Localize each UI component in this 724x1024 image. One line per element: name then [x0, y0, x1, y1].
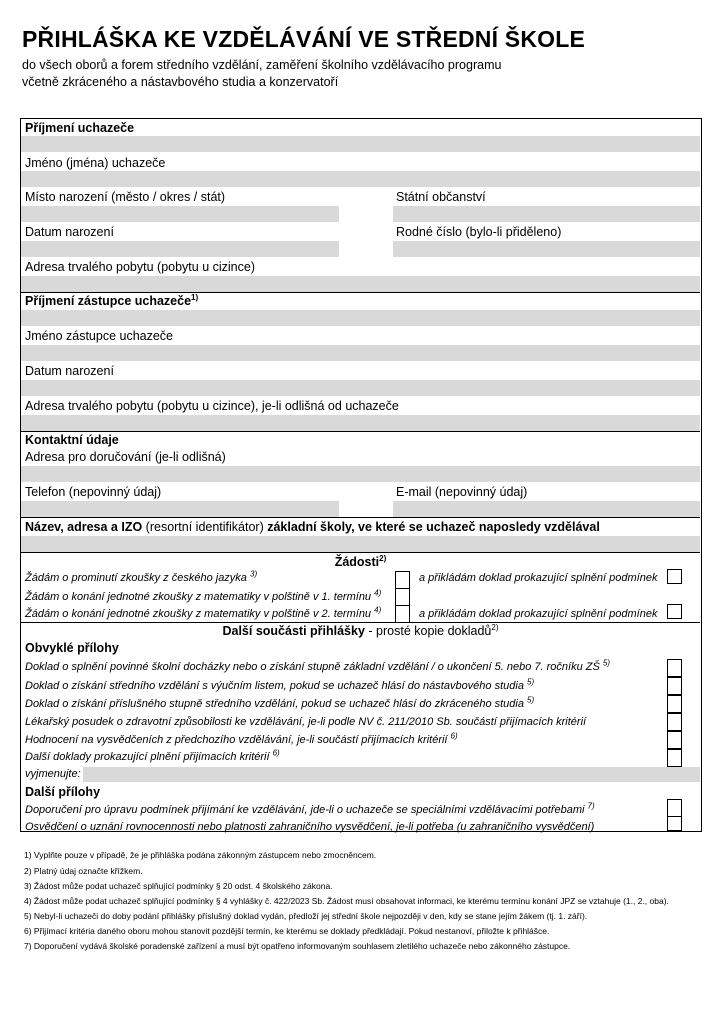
footnote: 3) Žádost může podat uchazeč splňující podmínky § 20 odst. 4 školského zákona. [24, 881, 333, 891]
address-field[interactable] [21, 276, 700, 292]
delivery-address-field[interactable] [21, 466, 700, 482]
request-math-polish-1: Žádám o konání jednotné zkoušky z matematiky v polštině v 1. termínu $^{4)}$ [25, 588, 382, 603]
requests-heading: Žádosti$^{2)}$ [334, 553, 387, 569]
birth-number-field[interactable] [393, 241, 700, 257]
attachment-item: Lékařský posudek o zdravotní způsobilosti ke vzdělávání, je-li podle NV č. 211/2010 Sb. součástí přijímacích kritérií [25, 716, 587, 728]
footnote: 1) Vyplňte pouze v případě, že je přihláška podána zákonným zástupcem nebo zmocněncem. [24, 850, 377, 860]
representative-first-name-field[interactable] [21, 345, 700, 361]
applicant-surname-field[interactable] [21, 136, 700, 152]
attachment-item: Doklad o získání příslušného stupně středního vzdělání, pokud se uchazeč hlásí do zkráceného studia $^{5)}$ [25, 695, 535, 710]
divider [21, 517, 700, 518]
phone-field[interactable] [21, 501, 339, 517]
attach-note-1-checkbox[interactable] [667, 569, 682, 584]
attachment-checkbox[interactable] [667, 731, 682, 749]
applicant-first-name-field[interactable] [21, 171, 700, 187]
other-attachment-checkbox[interactable] [667, 799, 682, 817]
request-czech-checkbox[interactable] [395, 571, 410, 589]
footnote: 7) Doporučení vydává školské poradenské zařízení a musí být opatřeno informovaným souhlasem zletilého uchazeče nebo zákonného zástupce. [24, 941, 571, 951]
applicant-first-name-label: Jméno (jména) uchazeče [25, 156, 166, 170]
attach-note-2-checkbox[interactable] [667, 604, 682, 619]
other-attachments-heading: Další přílohy [25, 785, 101, 799]
divider [21, 622, 700, 623]
attachment-checkbox[interactable] [667, 713, 682, 731]
form-box [20, 118, 702, 832]
applicant-surname-label: Příjmení uchazeče [25, 121, 135, 135]
specify-field[interactable] [83, 767, 700, 782]
form-subtitle: do všech oborů a forem středního vzdělání, zaměření školního vzdělávacího programu [22, 58, 502, 72]
other-attachment-item: Osvědčení o uznání rovnocennosti nebo platnosti zahraničního vysvědčení, je-li potřeba (u zahraničního vysvědčení) [25, 821, 595, 833]
email-label: E-mail (nepovinný údaj) [396, 485, 528, 499]
divider [21, 552, 700, 553]
birth-place-field[interactable] [21, 206, 339, 222]
attach-note-2: a přikládám doklad prokazující splnění podmínek [419, 608, 658, 620]
delivery-address-label: Adresa pro doručování (je-li odlišná) [25, 450, 226, 464]
email-field[interactable] [393, 501, 700, 517]
birth-number-label: Rodné číslo (bylo-li přiděleno) [396, 225, 562, 239]
footnote: 2) Platný údaj označte křížkem. [24, 866, 143, 876]
birth-date-label: Datum narození [25, 225, 114, 239]
birth-date-field[interactable] [21, 241, 339, 257]
representative-first-name-label: Jméno zástupce uchazeče [25, 329, 174, 343]
address-label: Adresa trvalého pobytu (pobytu u cizince) [25, 260, 255, 274]
attachments-heading: Další součásti přihlášky - prosté kopie dokladů$^{2)}$ [222, 622, 499, 638]
attachment-checkbox[interactable] [667, 677, 682, 695]
representative-surname-field[interactable] [21, 310, 700, 326]
attachment-checkbox[interactable] [667, 659, 682, 677]
birth-place-label: Místo narození (město / okres / stát) [25, 190, 226, 204]
footnote: 5) Nebyl-li uchazeči do doby podání přihlášky příslušný doklad vydán, předloží jej střední škole nejpozději v den, kdy se stane jejím žákem (tj. 1. září). [24, 911, 588, 921]
form-subtitle-2: včetně zkráceného a nástavbového studia a konzervatoří [22, 75, 339, 89]
representative-birth-date-field[interactable] [21, 380, 700, 396]
form-title: PŘIHLÁŠKA KE VZDĚLÁVÁNÍ VE STŘEDNÍ ŠKOLE [22, 26, 586, 52]
phone-label: Telefon (nepovinný údaj) [25, 485, 162, 499]
specify-label: vyjmenujte: [25, 768, 81, 780]
request-math-2-checkbox[interactable] [395, 605, 410, 623]
footnote: 6) Přijímací kritéria daného oboru mohou stanovit pozdější termín, ke kterému se doklady předkládají. Pokud nestanoví, přiložte k přihlášce. [24, 926, 550, 936]
divider [21, 431, 700, 432]
representative-address-field[interactable] [21, 415, 700, 431]
school-field[interactable] [21, 536, 700, 552]
attachment-item: Hodnocení na vysvědčeních z předchozího vzdělávání, je-li součástí přijímacích kritérií $^{6)}$ [25, 731, 458, 746]
attachment-item: Doklad o získání středního vzdělání s výučním listem, pokud se uchazeč hlásí do nástavbového studia $^{5)}$ [25, 677, 535, 692]
citizenship-label: Státní občanství [396, 190, 486, 204]
attachment-item: Doklad o splnění povinné školní docházky nebo o získání stupně základní vzdělání / o ukončení 5. nebo 7. ročníku ZŠ $^{5)}$ [25, 658, 610, 673]
representative-surname-label: Příjmení zástupce uchazeče$^{1)}$ [25, 292, 199, 308]
request-math-polish-2: Žádám o konání jednotné zkoušky z matematiky v polštině v 2. termínu $^{4)}$ [25, 605, 382, 620]
school-label: Název, adresa a IZO (resortní identifikátor) základní školy, ve které se uchazeč naposledy vzdělával [25, 520, 600, 534]
attach-note-1: a přikládám doklad prokazující splnění podmínek [419, 572, 658, 584]
attachment-checkbox[interactable] [667, 695, 682, 713]
representative-address-label: Adresa trvalého pobytu (pobytu u cizince), je-li odlišná od uchazeče [25, 399, 399, 413]
request-czech-exemption: Žádám o prominutí zkoušky z českého jazyka $^{3)}$ [25, 569, 258, 584]
attachment-item: Další doklady prokazující plnění přijímacích kritérií $^{6)}$ [25, 748, 280, 763]
other-attachment-item: Doporučení pro úpravu podmínek přijímání ke vzdělávání, jde-li o uchazeče se speciálními vzdělávacími potřebami $^{7)}$ [25, 801, 595, 816]
divider [21, 292, 700, 293]
request-math-1-checkbox[interactable] [395, 588, 410, 606]
contact-heading: Kontaktní údaje [25, 433, 119, 447]
usual-attachments-heading: Obvyklé přílohy [25, 641, 119, 655]
footnote: 4) Žádost může podat uchazeč splňující podmínky § 4 vyhlášky č. 422/2023 Sb. Žádost musí obsahovat informaci, ke kterému termínu konání JPZ se vztahuje (1., 2., oba). [24, 896, 669, 906]
representative-birth-date-label: Datum narození [25, 364, 114, 378]
attachment-checkbox[interactable] [667, 749, 682, 767]
other-attachment-checkbox[interactable] [667, 816, 682, 831]
citizenship-field[interactable] [393, 206, 700, 222]
